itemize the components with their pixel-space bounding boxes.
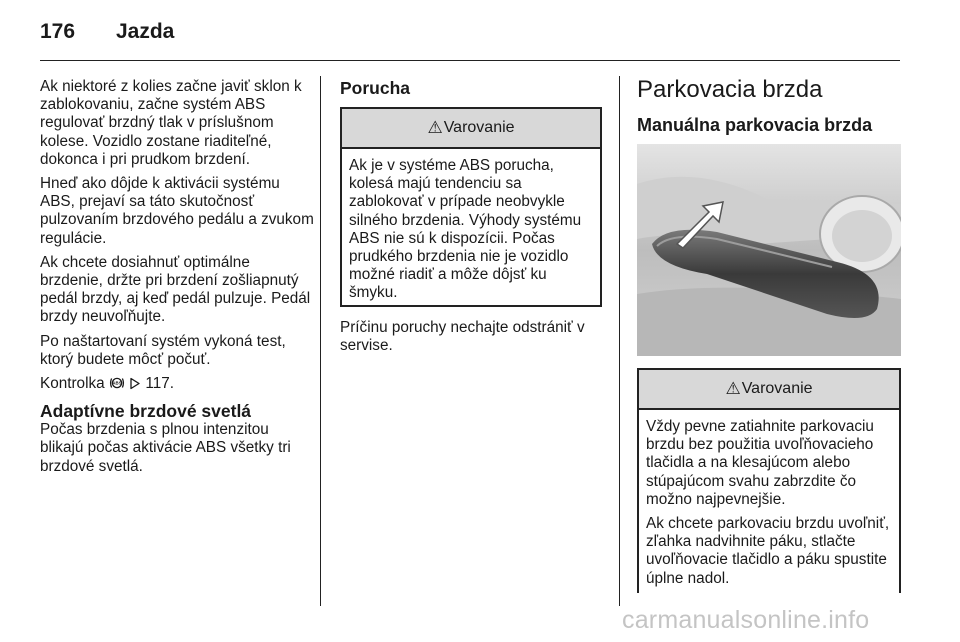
paragraph-abs-activation: Hneď ako dôjde k aktivácii systému ABS, prejaví sa táto skutočnosť pulzovaním brzdového pedálu a zvukom regulácie. [40,175,314,247]
warning-body [342,149,600,315]
warning-box-abs-fault [340,107,602,307]
header-rule [40,60,900,61]
warning-title: Varovanie [741,379,813,397]
warning-triangle-icon: ⚠ [725,378,741,398]
warning-text-apply: Vždy pevne zatiahnite parkovaciu brzdu bez použitia uvoľňovacieho tlačidla a na klesajúcom alebo stúpajúcom svahu zabrzdite čo možno najpevnejšie. [646,418,874,508]
paragraph-abs-intro: Ak niektoré z kolies začne javiť sklon k zablokovaniu, začne systém ABS regulovať brzdný tlak v príslušnom kolese. Vozidlo zostane riaditeľné, dokonca i pri prudkom brzdení. [40,78,302,168]
column-2 [340,78,602,361]
warning-header [342,109,600,149]
subheading-manual-parking-brake: Manuálna parkovacia brzda [637,115,873,135]
paragraph-service: Príčinu poruchy nechajte odstrániť v servise. [340,319,585,355]
paragraph-abs-lamp [40,375,315,393]
page-reference[interactable]: 117. [145,375,175,393]
column-3 [637,76,901,587]
section-title: Jazda [116,20,175,43]
page-reference-arrow-icon [129,377,141,390]
svg-text:ABS: ABS [112,380,122,386]
paragraph-abs-braking: Ak chcete dosiahnuť optimálne brzdenie, držte pri brzdení zošliapnutý pedál brzdy, aj keď pedál pulzuje. Pedál brzdy neuvoľňujte. [40,253,311,326]
column-divider-2 [619,76,620,606]
abs-warning-lamp-icon [109,376,125,390]
warning-box-parking-brake [637,368,901,593]
warning-body [639,410,899,600]
column-divider-1 [320,76,321,606]
warning-triangle-icon: ⚠ [427,117,443,137]
paragraph-abs-test: Po naštartovaní systém vykoná test, ktorý budete môcť počuť. [40,332,286,368]
site-watermark: carmanualsonline.info [622,606,870,634]
page-number: 176 [40,20,76,43]
parking-brake-lever-photo [637,144,901,356]
paragraph-adaptive-brake-lights: Počas brzdenia s plnou intenzitou blikajú počas aktivácie ABS všetky tri brzdové svetlá. [40,421,291,475]
warning-text: Ak je v systéme ABS porucha, kolesá majú tendenciu sa zablokovať v prípade neobvykle silného brzdenia. Výhody systému ABS nie sú k dispozícii. Počas prudkého brzdenia nie je vozidlo možné riadiť a môže dôjsť ku šmyku. [349,157,582,302]
lamp-label: Kontrolka [40,375,105,393]
warning-title: Varovanie [443,118,515,136]
warning-header [639,370,899,410]
heading-fault: Porucha [340,78,411,98]
heading-parking-brake: Parkovacia brzda [637,76,823,103]
column-1 [40,78,315,482]
warning-text-release: Ak chcete parkovaciu brzdu uvoľniť, zľahka nadvihnite páku, stlačte uvoľňovacie tlačidlo a páku spustite úplne nadol. [646,515,890,587]
heading-adaptive-brake-lights: Adaptívne brzdové svetlá [40,401,252,422]
